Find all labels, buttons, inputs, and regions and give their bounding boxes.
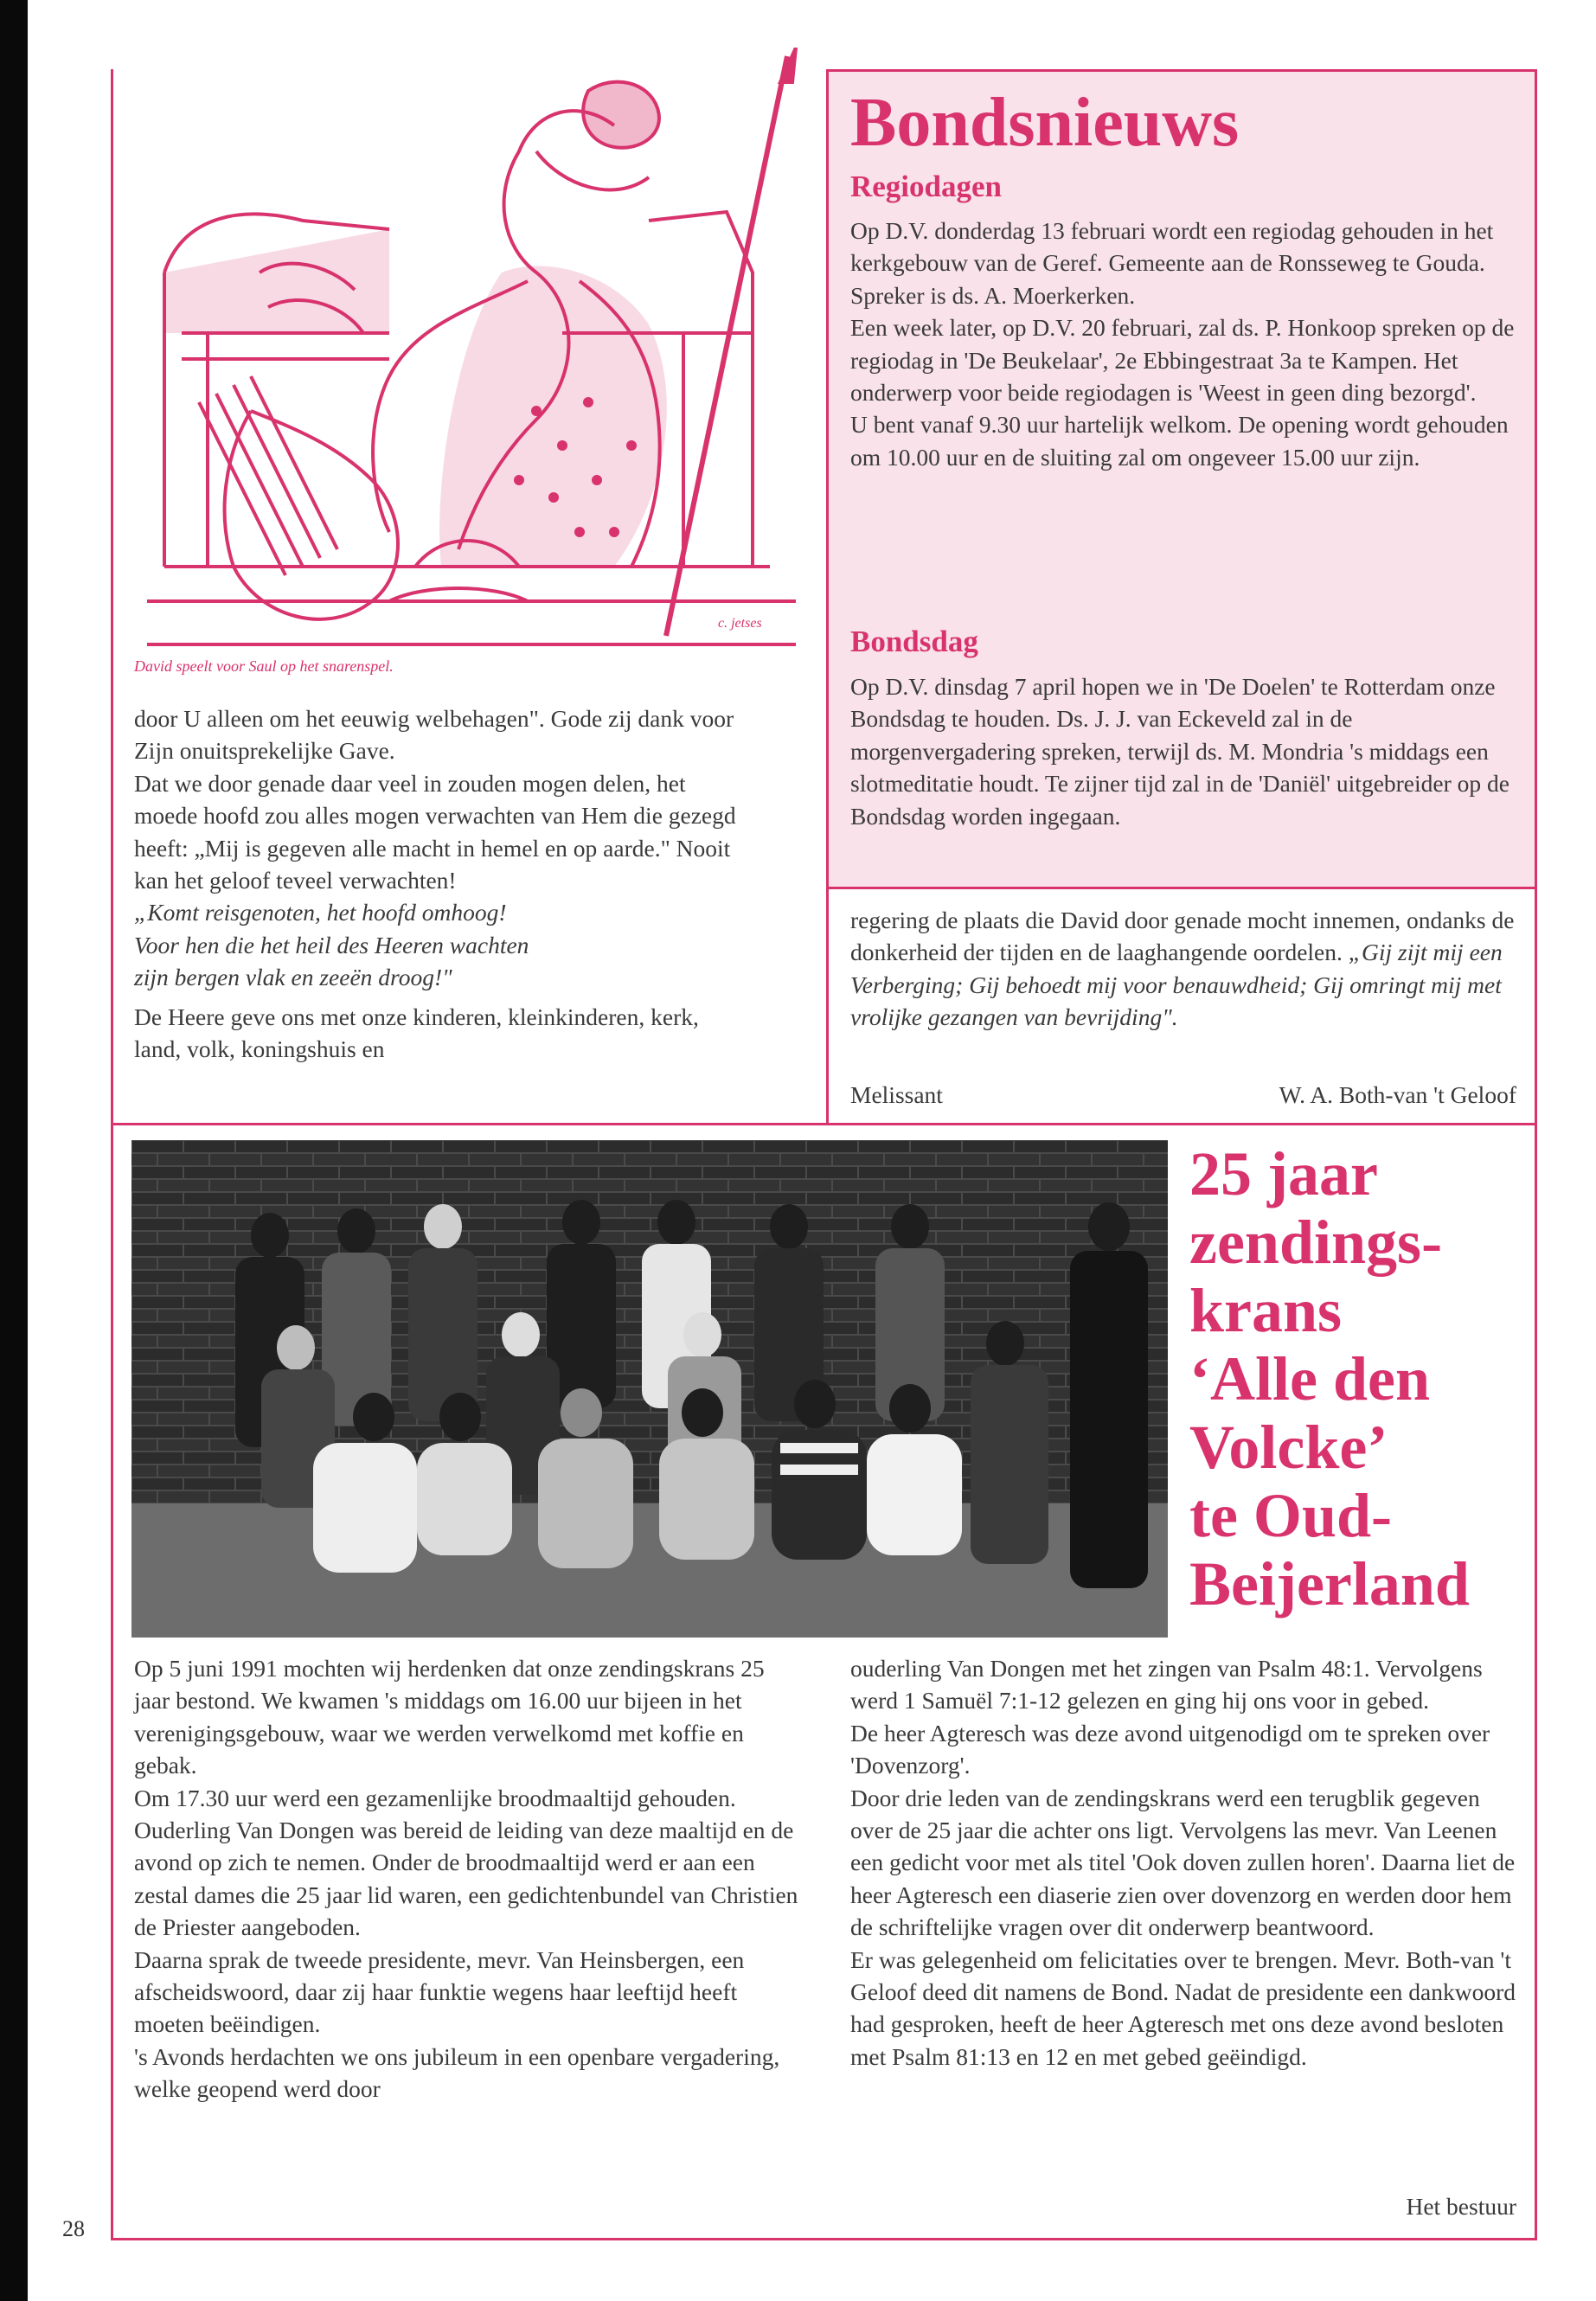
- continuation-quote: „Gij zijt mij een Verberging; Gij behoedt mij voor benauwdheid; Gij omringt mij met vrolijke gezangen van bevrijding".: [850, 939, 1503, 1031]
- regiodagen-text: [850, 215, 1516, 473]
- paragraph: Op D.V. dinsdag 7 april hopen we in 'De Doelen' te Rotterdam onze Bondsdag te houden. Ds. J. J. van Eckeveld zal in de morgenvergadering spreken, terwijl ds. M. Mondria 's middags een slotmeditatie houdt. Te zijner tijd zal in de 'Daniël' uitgebreider op de Bondsdag worden ingegaan.: [850, 673, 1509, 830]
- mid-divider-rule: [111, 1123, 1537, 1125]
- article-title-line: krans: [1189, 1276, 1343, 1345]
- right-continuation-text: [850, 904, 1516, 1034]
- author-name: W. A. Both-van 't Geloof: [1279, 1081, 1516, 1108]
- page-number: 28: [62, 2216, 85, 2241]
- paragraph: Daarna sprak de tweede presidente, mevr. Van Heinsbergen, een afscheidswoord, daar zij haar funktie wegens haar leeftijd heeft moeten beëindigen.: [134, 1945, 745, 2038]
- place-name: Melissant: [850, 1081, 943, 1108]
- article-title-line: Volcke’: [1189, 1413, 1388, 1482]
- paragraph: U bent vanaf 9.30 uur hartelijk welkom. De opening wordt gehouden om 10.00 uur en de sluiting zal om ongeveer 15.00 uur zijn.: [850, 411, 1509, 471]
- article-title-line: Beijerland: [1189, 1549, 1470, 1618]
- upper-right-column-rule: [826, 889, 829, 1123]
- paragraph: Er was gelegenheid om felicitaties over te brengen. Mevr. Both-van 't Geloof deed dit namens de Bond. Nadat de presidente een dankwoord had gesproken, heeft de heer Agteresch met ons deze avond besloten met Psalm 81:13 en 12 en met gebed geëindigd.: [850, 1945, 1516, 2070]
- page-spine: [0, 0, 28, 2301]
- left-column-text: [134, 702, 740, 1065]
- article-left-column: [134, 1652, 800, 2106]
- paragraph: De Heere geve ons met onze kinderen, kleinkinderen, kerk, land, volk, koningshuis en: [134, 1003, 699, 1063]
- paragraph: De heer Agteresch was deze avond uitgenodigd om te spreken over 'Dovenzorg'.: [850, 1719, 1490, 1779]
- paragraph: Op 5 juni 1991 mochten wij herdenken dat onze zendingskrans 25 jaar bestond. We kwamen 's middags om 16.00 uur bijeen in het verenigingsgebouw, waar we werden verwelkomd met koffie en gebak.: [134, 1655, 765, 1779]
- article-title-line: zendings-: [1189, 1208, 1443, 1277]
- article-title-line: 25 jaar: [1189, 1139, 1378, 1208]
- article-right-column: [850, 1652, 1516, 2073]
- david-saul-illustration: [130, 48, 813, 653]
- article-title-line: ‘Alle den: [1189, 1344, 1430, 1413]
- article-title-line: te Oud-: [1189, 1481, 1392, 1550]
- paragraph: ouderling Van Dongen met het zingen van Psalm 48:1. Vervolgens werd 1 Samuël 7:1-12 gelezen en ging hij ons voor in gebed.: [850, 1655, 1483, 1715]
- paragraph: [850, 904, 1516, 1034]
- paragraph: 's Avonds herdachten we ons jubileum in een openbare vergadering, welke geopend werd door: [134, 2042, 780, 2103]
- poem-line: zijn bergen vlak en zeeën droog!": [134, 964, 452, 991]
- left-frame-rule: [111, 69, 113, 2240]
- article-signoff: Het bestuur: [1406, 2193, 1516, 2220]
- bondsnieuws-title: Bondsnieuws: [850, 85, 1240, 161]
- paragraph: Om 17.30 uur werd een gezamenlijke broodmaaltijd gehouden. Ouderling Van Dongen was bereid de leiding van deze maaltijd en de avond op zich te nemen. Onder de broodmaaltijd werd er aan een zestal dames die 25 jaar lid waren, een gedichtenbundel van Christien de Priester aangeboden.: [134, 1784, 798, 1941]
- regiodagen-heading: Regiodagen: [850, 170, 1002, 203]
- bondsdag-heading: Bondsdag: [850, 625, 978, 658]
- paragraph: Dat we door genade daar veel in zouden mogen delen, het moede hoofd zou alles mogen verwachten van Hem die gezegd heeft: „Mij is gegeven alle macht in hemel en op aarde." Nooit kan het geloof teveel verwachten!: [134, 769, 736, 894]
- continuation-text: regering de plaats die David door genade mocht innemen, ondanks de donkerheid der tijden en de laaghangende oordelen.: [850, 907, 1515, 966]
- poem-line: Voor hen die het heil des Heeren wachten: [134, 931, 529, 958]
- group-photo: [131, 1140, 1168, 1638]
- paragraph: Op D.V. donderdag 13 februari wordt een regiodag gehouden in het kerkgebouw van de Geref. Gemeente aan de Ronsseweg te Gouda. Spreker is ds. A. Moerkerken.: [850, 217, 1494, 309]
- illustration-caption: David speelt voor Saul op het snarenspel.: [134, 657, 394, 675]
- illustration-signature: c. jetses: [718, 616, 762, 631]
- bondsdag-text: [850, 670, 1516, 832]
- paragraph: Door drie leden van de zendingskrans werd een terugblik gegeven over de 25 jaar die achter ons ligt. Vervolgens las mevr. Van Leenen een gedicht voor met als titel 'Ook doven zullen horen'. Daarna liet de heer Agteresch een diaserie zien over dovenzorg en werden door hem de schriftelijke vragen over dit onderwerp beantwoord.: [850, 1784, 1516, 1941]
- paragraph: door U alleen om het eeuwig welbehagen". Gode zij dank voor Zijn onuitsprekelijke Gave.: [134, 705, 734, 765]
- paragraph: Een week later, op D.V. 20 februari, zal ds. P. Honkoop spreken op de regiodag in 'De Beukelaar', 2e Ebbingestraat 3a te Kampen. Het onderwerp voor beide regiodagen is 'Weest in geen ding bezorgd'.: [850, 314, 1515, 407]
- article-title: [1189, 1140, 1535, 1618]
- poem-line: „Komt reisgenoten, het hoofd omhoog!: [134, 899, 507, 926]
- bottom-frame-rule: [111, 2238, 1537, 2240]
